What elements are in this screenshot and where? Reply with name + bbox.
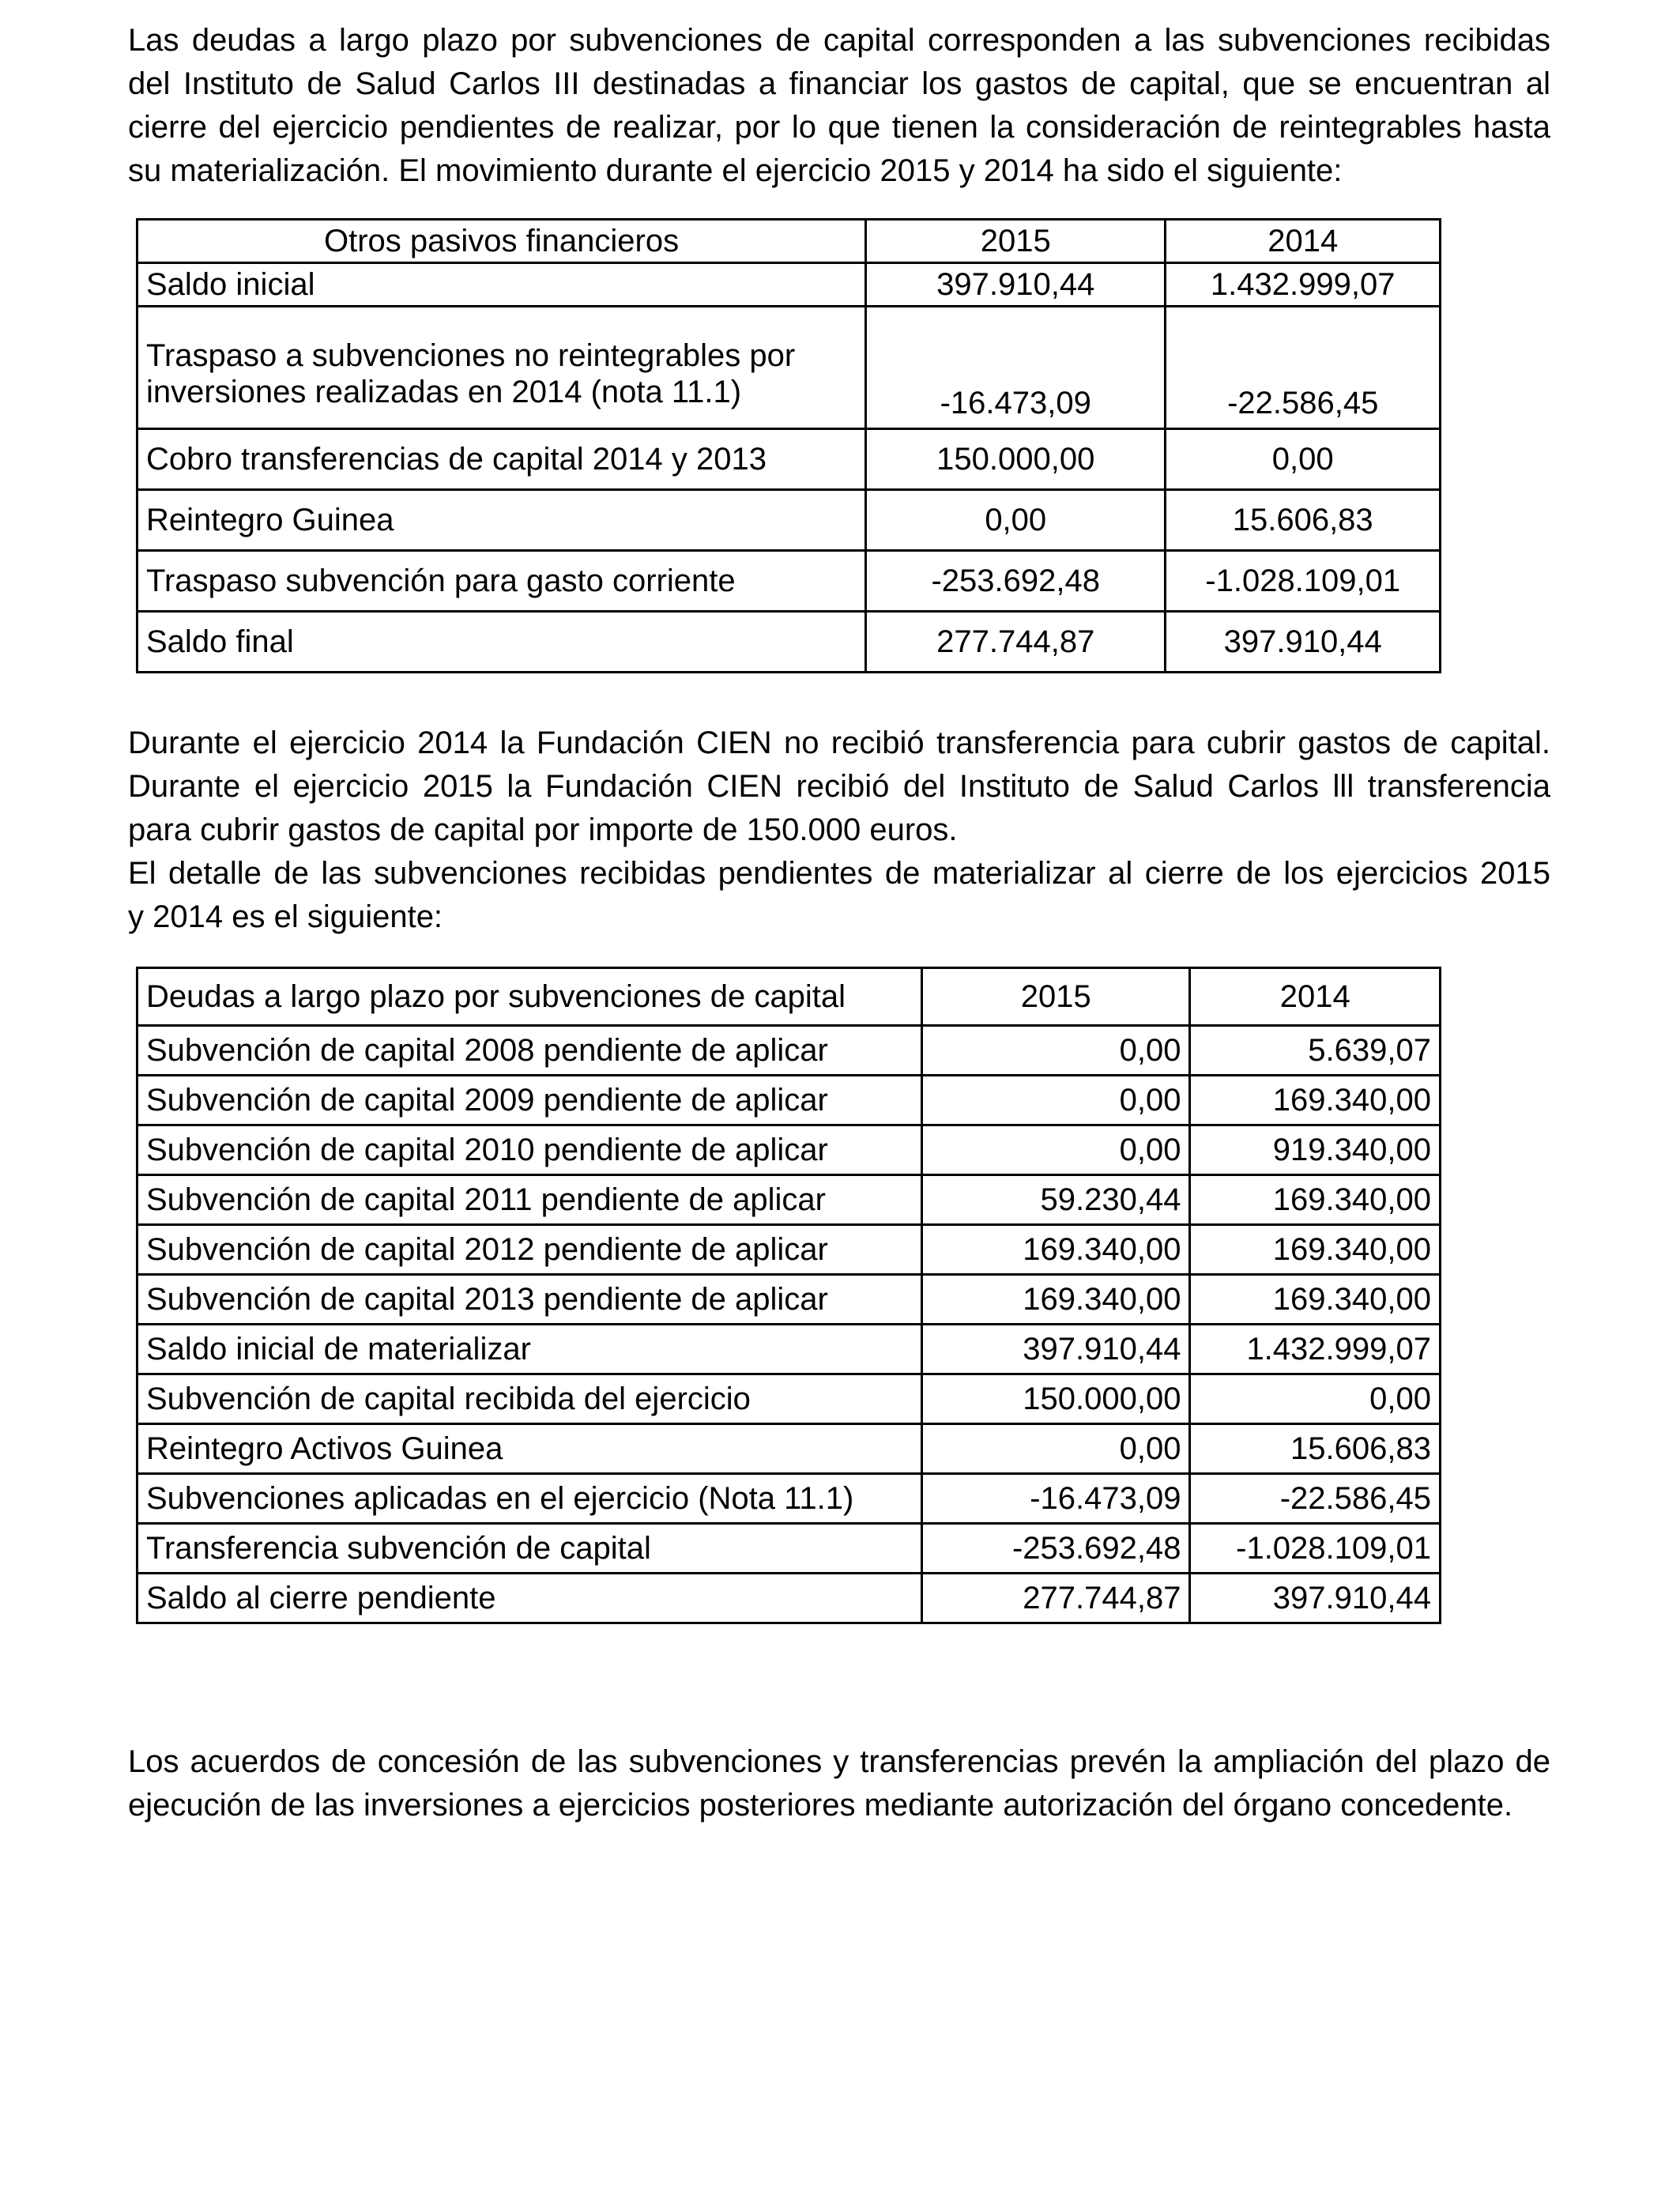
row-label: Cobro transferencias de capital 2014 y 2013	[137, 429, 866, 490]
row-label: Traspaso a subvenciones no reintegrables por inversiones realizadas en 2014 (nota 11.1)	[137, 307, 866, 429]
value-2014: 15.606,83	[1166, 490, 1441, 551]
row-label: Reintegro Guinea	[137, 490, 866, 551]
row-label: Subvención de capital 2013 pendiente de aplicar	[137, 1275, 922, 1325]
header-cell: 2014	[1190, 968, 1441, 1026]
closing-paragraph	[128, 1740, 1550, 1827]
value-2014: 397.910,44	[1190, 1574, 1441, 1623]
table-row	[137, 1076, 1441, 1125]
table-row	[137, 1325, 1441, 1374]
header-cell: 2015	[922, 968, 1190, 1026]
table-row	[137, 1026, 1441, 1076]
value-2014: 5.639,07	[1190, 1026, 1441, 1076]
value-2014: 0,00	[1166, 429, 1441, 490]
row-label: Saldo al cierre pendiente	[137, 1574, 922, 1623]
intro-paragraph	[128, 19, 1550, 193]
value-2014: 0,00	[1190, 1374, 1441, 1424]
value-2015: 0,00	[922, 1026, 1190, 1076]
value-2015: -253.692,48	[866, 551, 1166, 612]
table-row	[137, 1374, 1441, 1424]
row-label: Subvención de capital recibida del ejercicio	[137, 1374, 922, 1424]
row-label: Subvenciones aplicadas en el ejercicio (Nota 11.1)	[137, 1474, 922, 1524]
value-2015: 0,00	[922, 1076, 1190, 1125]
value-2015: 397.910,44	[866, 263, 1166, 307]
value-2015: -16.473,09	[866, 307, 1166, 429]
closing-line: Los acuerdos de concesión de las subvenciones y transferencias prevén la ampliación del plazo de	[128, 1744, 1550, 1779]
table-row	[137, 1225, 1441, 1275]
table-row	[137, 1524, 1441, 1574]
deudas-largo-plazo-table	[136, 967, 1441, 1624]
row-label: Subvención de capital 2010 pendiente de aplicar	[137, 1125, 922, 1175]
intro-line: su materialización. El movimiento durante el ejercicio 2015 y 2014 ha sido el siguiente:	[128, 153, 1343, 188]
value-2015: 397.910,44	[922, 1325, 1190, 1374]
intro-line: cierre del ejercicio pendientes de realizar, por lo que tienen la consideración de reintegrables hasta	[128, 110, 1550, 145]
value-2015: 0,00	[922, 1424, 1190, 1474]
value-2014: 919.340,00	[1190, 1125, 1441, 1175]
table-row	[137, 612, 1441, 673]
value-2015: 0,00	[922, 1125, 1190, 1175]
closing-line: ejecución de las inversiones a ejercicios posteriores mediante autorización del órgano concedente.	[128, 1788, 1513, 1823]
value-2014: 397.910,44	[1166, 612, 1441, 673]
row-label: Traspaso subvención para gasto corriente	[137, 551, 866, 612]
table-header-row	[137, 220, 1441, 263]
row-label: Saldo inicial	[137, 263, 866, 307]
table-row	[137, 263, 1441, 307]
value-2014: 169.340,00	[1190, 1076, 1441, 1125]
table-row	[137, 1574, 1441, 1623]
value-2015: 277.744,87	[922, 1574, 1190, 1623]
header-cell: 2015	[866, 220, 1166, 263]
intro-line: Las deudas a largo plazo por subvenciones de capital corresponden a las subvenciones recibidas	[128, 23, 1550, 58]
value-2014: 1.432.999,07	[1190, 1325, 1441, 1374]
header-cell: Otros pasivos financieros	[137, 220, 866, 263]
value-2014: -1.028.109,01	[1190, 1524, 1441, 1574]
table-row	[137, 1175, 1441, 1225]
middle-line: Durante el ejercicio 2015 la Fundación CIEN recibió del Instituto de Salud Carlos lll transferencia	[128, 769, 1550, 804]
value-2015: 150.000,00	[922, 1374, 1190, 1424]
row-label: Reintegro Activos Guinea	[137, 1424, 922, 1474]
value-2015: 59.230,44	[922, 1175, 1190, 1225]
value-2014: -22.586,45	[1190, 1474, 1441, 1524]
row-label: Saldo inicial de materializar	[137, 1325, 922, 1374]
table-row	[137, 307, 1441, 429]
value-2015: -16.473,09	[922, 1474, 1190, 1524]
header-cell: Deudas a largo plazo por subvenciones de capital	[137, 968, 922, 1026]
middle-line: para cubrir gastos de capital por importe de 150.000 euros.	[128, 812, 958, 847]
value-2015: 169.340,00	[922, 1275, 1190, 1325]
row-label: Subvención de capital 2012 pendiente de aplicar	[137, 1225, 922, 1275]
row-label: Transferencia subvención de capital	[137, 1524, 922, 1574]
middle-line: Durante el ejercicio 2014 la Fundación CIEN no recibió transferencia para cubrir gastos de capital.	[128, 726, 1550, 760]
value-2014: 1.432.999,07	[1166, 263, 1441, 307]
table-row	[137, 1275, 1441, 1325]
table-row	[137, 1474, 1441, 1524]
value-2014: 169.340,00	[1190, 1175, 1441, 1225]
table-row	[137, 1125, 1441, 1175]
table-header-row	[137, 968, 1441, 1026]
table-row	[137, 551, 1441, 612]
row-label: Subvención de capital 2009 pendiente de aplicar	[137, 1076, 922, 1125]
value-2015: 150.000,00	[866, 429, 1166, 490]
middle-line: y 2014 es el siguiente:	[128, 899, 443, 934]
header-cell: 2014	[1166, 220, 1441, 263]
value-2014: 169.340,00	[1190, 1225, 1441, 1275]
table-row	[137, 1424, 1441, 1474]
middle-paragraph	[128, 722, 1550, 939]
value-2014: -22.586,45	[1166, 307, 1441, 429]
table-row	[137, 490, 1441, 551]
value-2015: 169.340,00	[922, 1225, 1190, 1275]
intro-line: del Instituto de Salud Carlos III destinadas a financiar los gastos de capital, que se encuentran al	[128, 66, 1550, 101]
value-2015: 0,00	[866, 490, 1166, 551]
table-row	[137, 429, 1441, 490]
row-label: Subvención de capital 2011 pendiente de aplicar	[137, 1175, 922, 1225]
value-2014: 169.340,00	[1190, 1275, 1441, 1325]
value-2014: 15.606,83	[1190, 1424, 1441, 1474]
row-label: Saldo final	[137, 612, 866, 673]
value-2015: 277.744,87	[866, 612, 1166, 673]
row-label: Subvención de capital 2008 pendiente de aplicar	[137, 1026, 922, 1076]
otros-pasivos-table	[136, 218, 1441, 673]
value-2015: -253.692,48	[922, 1524, 1190, 1574]
value-2014: -1.028.109,01	[1166, 551, 1441, 612]
middle-line: El detalle de las subvenciones recibidas pendientes de materializar al cierre de los ejercicios 2015	[128, 856, 1550, 891]
